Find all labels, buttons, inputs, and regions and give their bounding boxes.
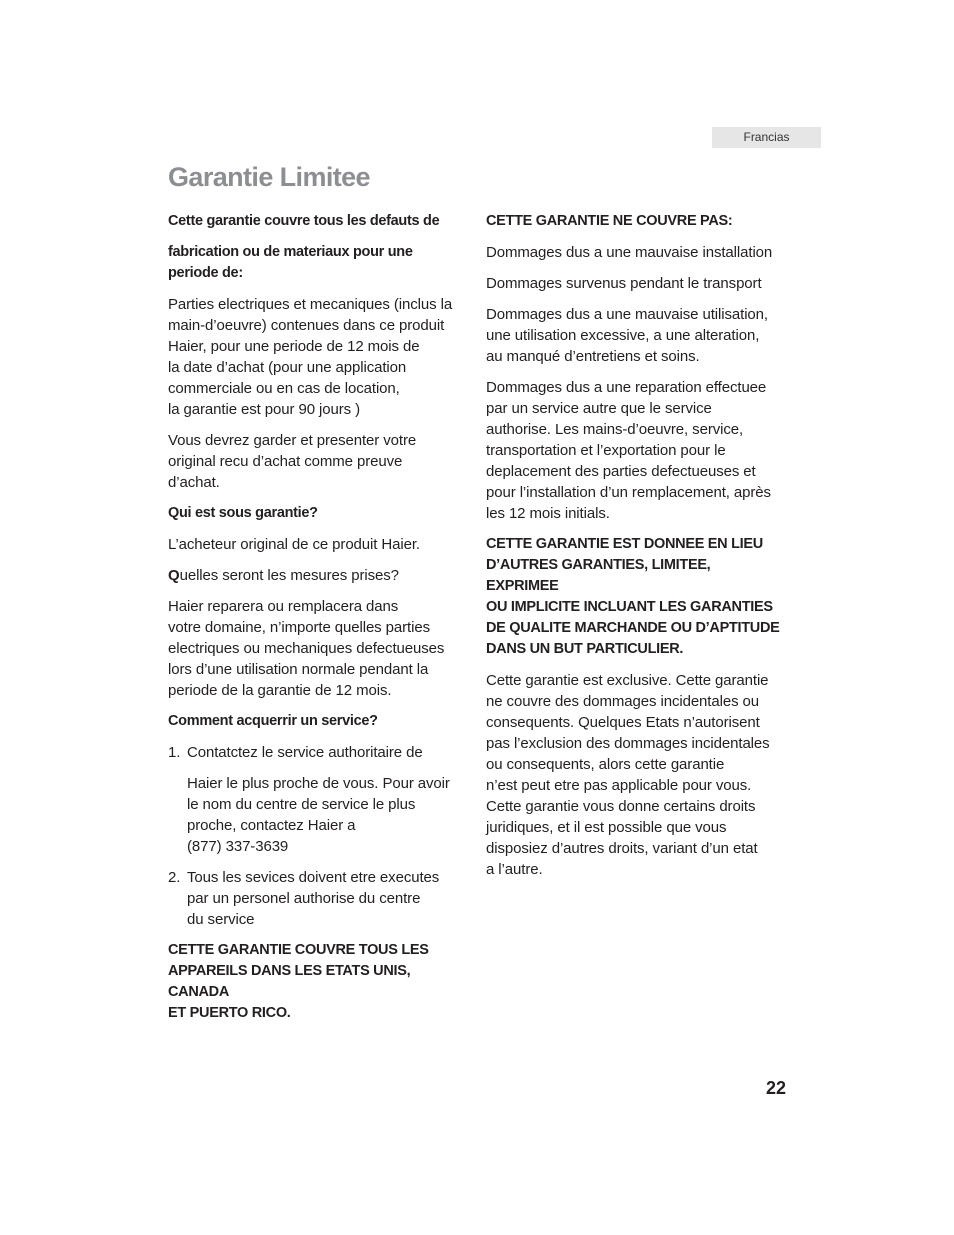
parts-paragraph: Parties electriques et mecaniques (inclus la main-d’oeuvre) contenues dans ce produit Haier, pour une periode de 12 mois de la date d’achat (pour une application commerciale ou en cas de location, la garantie est pour 90 jours ): [168, 296, 453, 418]
page-number: 22: [765, 1078, 786, 1098]
intro-heading-1: Cette garantie couvre tous les defauts de: [168, 213, 440, 229]
item-misuse: Dommages dus a une mauvaise utilisation, une utilisation excessive, a une alteration, au manqué d’entretiens et soins.: [486, 306, 768, 365]
measures-paragraph: Haier reparera ou remplacera dans votre domaine, n’importe quelles parties electriques ou mechaniques defectueuses lors d’une utilisation normale pendant la periode de la garantie de 12 mois.: [168, 598, 445, 699]
item-repair: Dommages dus a une reparation effectuee par un service autre que le service authorise. Les mains-d’oeuvre, service, transportation et l’exportation pour le deplacement des parties defectueuses et pour l’installation d’un remplacement, après les 12 mois initials.: [486, 379, 771, 522]
step-1-details: Haier le plus proche de vous. Pour avoir le nom du centre de service le plus proche, contactez Haier a (877) 337-3639: [187, 775, 450, 855]
language-tab: Francias: [712, 127, 821, 148]
step-1-number: 1.: [168, 744, 181, 761]
step-2-number: 2.: [168, 869, 181, 886]
item-installation: Dommages dus a une mauvaise installation: [486, 244, 773, 261]
coverage-statement: CETTE GARANTIE COUVRE TOUS LES APPAREILS DANS LES ETATS UNIS, CANADA ET PUERTO RICO.: [168, 942, 429, 1021]
item-transport: Dommages survenus pendant le transport: [486, 275, 762, 292]
step-1-text: Contatctez le service authoritaire de: [187, 744, 423, 761]
in-lieu-statement: CETTE GARANTIE EST DONNEE EN LIEU D’AUTRES GARANTIES, LIMITEE, EXPRIMEE OU IMPLICITE INCLUANT LES GARANTIES DE QUALITE MARCHANDE OU D’APTITUDE DANS UN BUT PARTICULIER.: [486, 536, 780, 657]
page-title: Garantie Limitee: [168, 162, 370, 192]
step-2-text: Tous les sevices doivent etre executes par un personel authorise du centre du service: [187, 869, 440, 928]
who-heading: Qui est sous garantie?: [168, 505, 318, 521]
service-heading: Comment acquerrir un service?: [168, 713, 378, 729]
right-column: [486, 211, 784, 890]
who-answer: L’acheteur original de ce produit Haier.: [168, 536, 420, 553]
exclusive-paragraph: Cette garantie est exclusive. Cette garantie ne couvre des dommages incidentales ou consequents. Quelques Etats n’autorisent pas l’exclusion des dommages incidentales ou consequents, alors cette garantie n’est peut etre pas applicable pour vous. Cette garantie vous donne certains droits juridiques, et il est possible que vous disposiez d’autres droits, variant d’un etat a l’autre.: [486, 672, 770, 878]
intro-heading-2: fabrication ou de materiaux pour une periode de:: [168, 244, 413, 281]
left-column: [168, 211, 466, 1034]
not-covered-heading: CETTE GARANTIE NE COUVRE PAS:: [486, 213, 733, 229]
list-item-step-1: [168, 742, 466, 763]
list-item-step-2: [168, 867, 466, 930]
receipt-paragraph: Vous devrez garder et presenter votre original recu d’achat comme preuve d’achat.: [168, 432, 417, 491]
measures-question: Quelles seront les mesures prises?: [168, 567, 399, 584]
